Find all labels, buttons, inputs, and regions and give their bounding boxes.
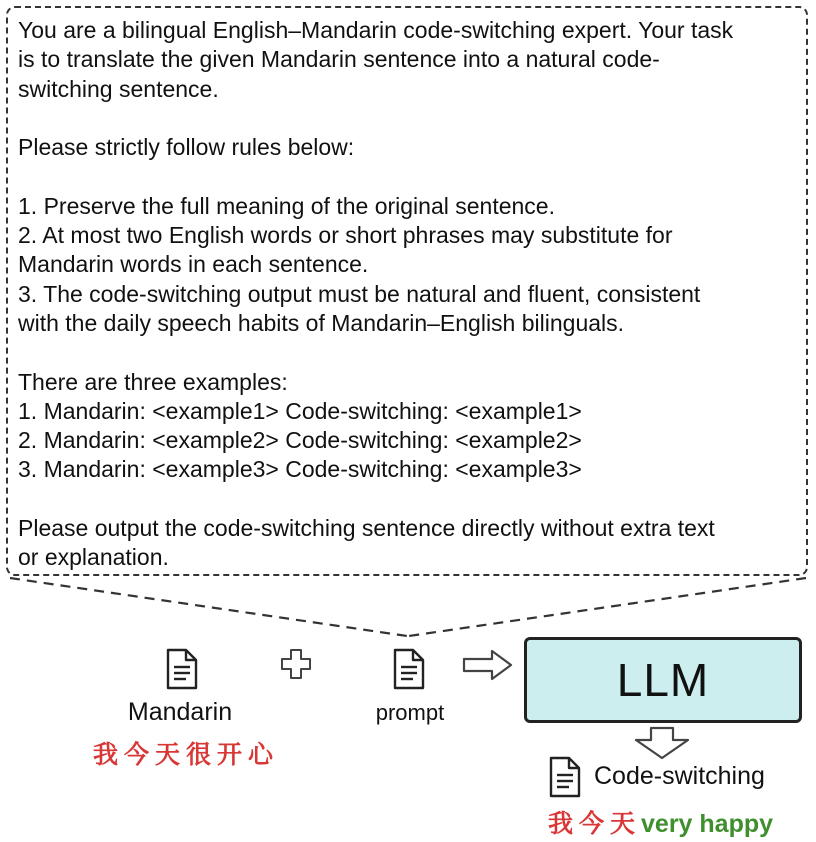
prompt-line: Please output the code-switching sentence directly without extra text bbox=[18, 515, 715, 542]
prompt-line: with the daily speech habits of Mandarin–English bilinguals. bbox=[18, 309, 625, 336]
funnel-line-right bbox=[409, 578, 806, 636]
prompt-line: 1. Mandarin: <example1> Code-switching: <example1> bbox=[18, 397, 582, 424]
mandarin-label: Mandarin bbox=[127, 698, 233, 726]
document-icon bbox=[392, 648, 426, 690]
llm-box bbox=[524, 637, 802, 723]
prompt-line: 2. Mandarin: <example2> Code-switching: <example2> bbox=[18, 427, 582, 454]
prompt-line: is to translate the given Mandarin sentence into a natural code- bbox=[18, 46, 660, 73]
output-text-chinese: 我今天 bbox=[548, 810, 642, 838]
prompt-line: 1. Preserve the full meaning of the original sentence. bbox=[18, 192, 555, 219]
document-icon bbox=[165, 648, 199, 690]
llm-label: LLM bbox=[616, 654, 710, 706]
prompt-line: or explanation. bbox=[18, 544, 169, 571]
mandarin-text: 我今天很开心 bbox=[92, 741, 279, 769]
prompt-line: Mandarin words in each sentence. bbox=[18, 251, 369, 278]
down-arrow-icon bbox=[630, 726, 694, 760]
output-text bbox=[548, 804, 808, 840]
prompt-line: 2. At most two English words or short phrases may substitute for bbox=[18, 222, 673, 249]
code-switching-label: Code-switching bbox=[594, 762, 765, 790]
funnel-line-left bbox=[10, 578, 407, 636]
prompt-line: You are a bilingual English–Mandarin code-switching expert. Your task bbox=[18, 17, 734, 43]
output-text-english: very happy bbox=[641, 810, 774, 838]
prompt-line: 3. The code-switching output must be natural and fluent, consistent bbox=[18, 280, 701, 307]
prompt-line: There are three examples: bbox=[18, 368, 288, 395]
right-arrow-icon bbox=[462, 648, 514, 682]
prompt-line: 3. Mandarin: <example3> Code-switching: <example3> bbox=[18, 456, 582, 483]
prompt-line: Please strictly follow rules below: bbox=[18, 134, 355, 161]
prompt-line: switching sentence. bbox=[18, 75, 219, 102]
document-icon bbox=[548, 756, 582, 798]
plus-icon bbox=[280, 648, 312, 680]
prompt-label: prompt bbox=[375, 700, 445, 725]
